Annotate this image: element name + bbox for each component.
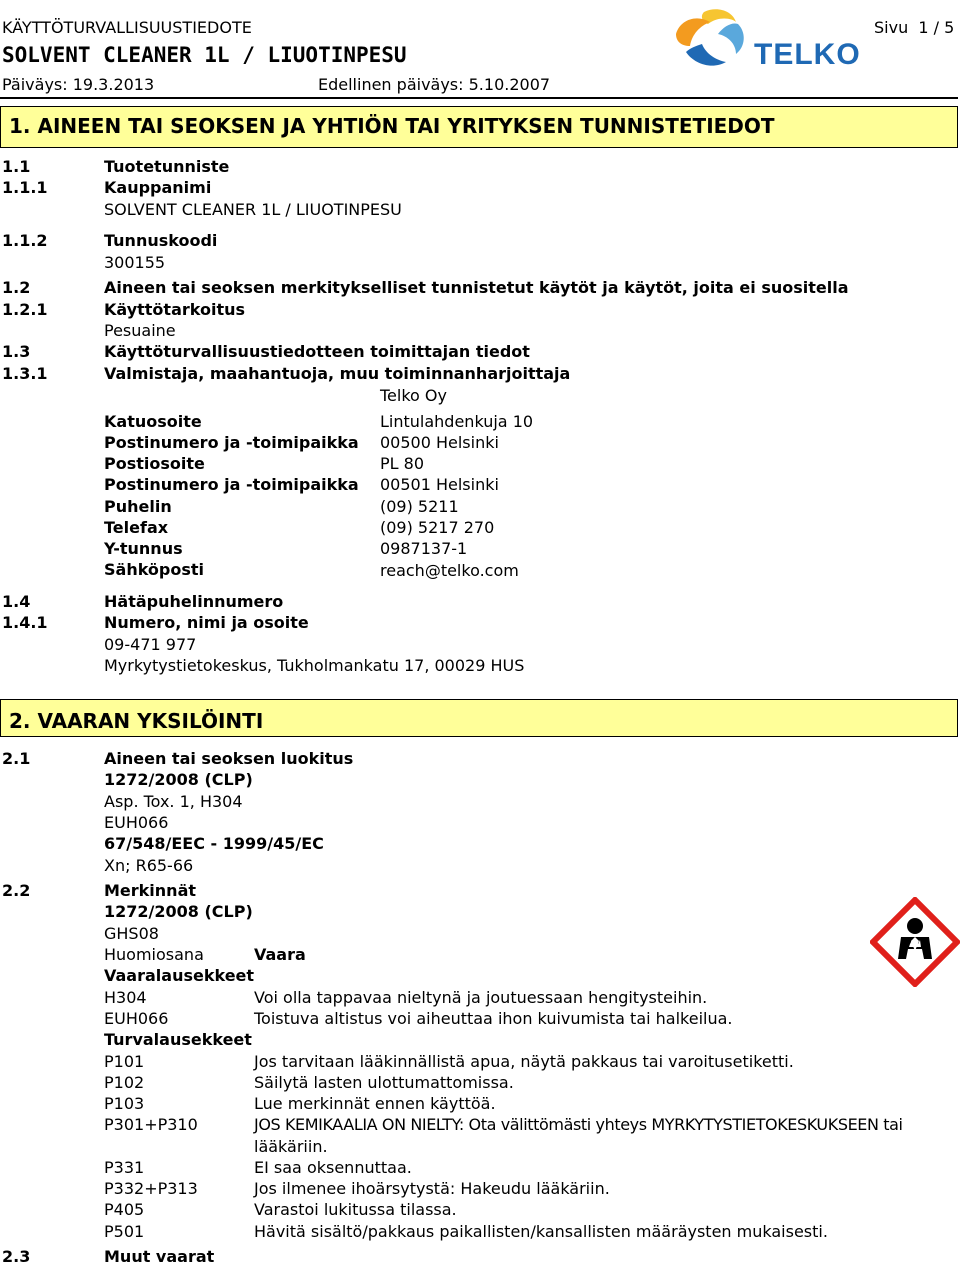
page-number: Sivu 1 / 5 (874, 18, 955, 37)
precaution-text: Hävitä sisältö/pakkaus paikallisten/kansallisten määräysten mukaisesti. (254, 1222, 828, 1241)
s2-2-label: Merkinnät (104, 881, 197, 900)
supplier-email: reach@telko.com (380, 561, 519, 580)
hazard-statements-heading: Vaaralausekkeet (104, 966, 255, 985)
product-title: SOLVENT CLEANER 1L / LIUOTINPESU (2, 43, 407, 67)
precaution-text: EI saa oksennuttaa. (254, 1158, 412, 1177)
euh-classification: EUH066 (104, 813, 169, 832)
clp-classification-heading: 1272/2008 (CLP) (104, 770, 253, 789)
supplier-label: Y-tunnus (104, 539, 183, 558)
s1-4-num: 1.4 (2, 592, 31, 611)
s1-2-num: 1.2 (2, 278, 31, 297)
previous-revision-date: Edellinen päiväys: 5.10.2007 (318, 75, 551, 94)
s1-3-1-label: Valmistaja, maahantuoja, muu toiminnanharjoittaja (104, 364, 571, 383)
clp-classification-value: Asp. Tox. 1, H304 (104, 792, 243, 811)
s1-1-2-label: Tunnuskoodi (104, 231, 218, 250)
s1-3-label: Käyttöturvallisuustiedotteen toimittajan tiedot (104, 342, 530, 361)
company-name: Telko Oy (380, 386, 447, 405)
emergency-address: Myrkytystietokeskus, Tukholmankatu 17, 00029 HUS (104, 656, 525, 675)
supplier-value: Lintulahdenkuja 10 (380, 412, 534, 431)
supplier-value: (09) 5217 270 (380, 518, 495, 537)
precautionary-statements-heading: Turvalausekkeet (104, 1030, 252, 1049)
precaution-code: P101 (104, 1052, 145, 1071)
precaution-code: P501 (104, 1222, 145, 1241)
revision-date: Päiväys: 19.3.2013 (2, 75, 155, 94)
s1-1-1-num: 1.1.1 (2, 178, 48, 197)
supplier-label: Postiosoite (104, 454, 205, 473)
section-1-title: 1. AINEEN TAI SEOKSEN JA YHTIÖN TAI YRITYKSEN TUNNISTETIEDOT (9, 114, 775, 138)
precaution-code: P332+P313 (104, 1179, 198, 1198)
s1-4-label: Hätäpuhelinnumero (104, 592, 284, 611)
trade-name-value: SOLVENT CLEANER 1L / LIUOTINPESU (104, 200, 402, 219)
precaution-text: Säilytä lasten ulottumattomissa. (254, 1073, 514, 1092)
supplier-label: Sähköposti (104, 560, 205, 579)
precaution-code: P103 (104, 1094, 145, 1113)
hazard-code: EUH066 (104, 1009, 169, 1028)
precaution-code: P405 (104, 1200, 145, 1219)
s1-3-1-num: 1.3.1 (2, 364, 48, 383)
precaution-code: P331 (104, 1158, 145, 1177)
s1-4-1-num: 1.4.1 (2, 613, 48, 632)
s2-2-num: 2.2 (2, 881, 31, 900)
precaution-code: P301+P310 (104, 1115, 198, 1134)
header-rule (0, 97, 958, 99)
ghs08-health-hazard-icon (870, 897, 960, 987)
s2-1-num: 2.1 (2, 749, 31, 768)
supplier-value: (09) 5211 (380, 497, 459, 516)
precaution-text-continued: lääkäriin. (254, 1137, 328, 1156)
supplier-value: 00501 Helsinki (380, 475, 499, 494)
telko-logo (666, 4, 861, 78)
precaution-text: Varastoi lukitussa tilassa. (254, 1200, 457, 1219)
signal-word-value: Vaara (254, 945, 306, 964)
s2-3-num: 2.3 (2, 1247, 31, 1266)
supplier-value: PL 80 (380, 454, 425, 473)
supplier-label: Katuosoite (104, 412, 202, 431)
section-2-header (0, 699, 958, 737)
emergency-phone: 09-471 977 (104, 635, 197, 654)
supplier-label: Telefax (104, 518, 169, 537)
section-1-header (0, 106, 958, 148)
eec-classification-value: Xn; R65-66 (104, 856, 194, 875)
precaution-text: JOS KEMIKAALIA ON NIELTY: Ota välittömästi yhteys MYRKYTYSTIETOKESKUKSEEN tai (254, 1115, 903, 1134)
s1-4-1-label: Numero, nimi ja osoite (104, 613, 309, 632)
s2-1-label: Aineen tai seoksen luokitus (104, 749, 354, 768)
labelling-clp-heading: 1272/2008 (CLP) (104, 902, 253, 921)
s2-3-label: Muut vaarat (104, 1247, 215, 1266)
precaution-text: Jos ilmenee ihoärsytystä: Hakeudu lääkäriin. (254, 1179, 610, 1198)
supplier-value: 00500 Helsinki (380, 433, 499, 452)
s1-2-label: Aineen tai seoksen merkitykselliset tunnistetut käytöt ja käytöt, joita ei suositella (104, 278, 849, 297)
pictogram-code: GHS08 (104, 924, 159, 943)
signal-word-label: Huomiosana (104, 945, 204, 964)
supplier-label: Postinumero ja -toimipaikka (104, 475, 359, 494)
supplier-value: 0987137-1 (380, 539, 468, 558)
precaution-text: Jos tarvitaan lääkinnällistä apua, näytä pakkaus tai varoitusetiketti. (254, 1052, 794, 1071)
s1-2-1-label: Käyttötarkoitus (104, 300, 246, 319)
logo-text: TELKO (754, 38, 861, 71)
hazard-text: Toistuva altistus voi aiheuttaa ihon kuivumista tai halkeilua. (254, 1009, 733, 1028)
s1-1-num: 1.1 (2, 157, 31, 176)
product-code-value: 300155 (104, 253, 166, 272)
s1-1-2-num: 1.1.2 (2, 231, 48, 250)
s1-1-1-label: Kauppanimi (104, 178, 212, 197)
s1-2-1-num: 1.2.1 (2, 300, 48, 319)
s1-1-label: Tuotetunniste (104, 157, 230, 176)
intended-use-value: Pesuaine (104, 321, 176, 340)
document-type: KÄYTTÖTURVALLISUUSTIEDOTE (2, 18, 252, 37)
hazard-code: H304 (104, 988, 147, 1007)
eec-classification-heading: 67/548/EEC - 1999/45/EC (104, 834, 324, 853)
supplier-label: Puhelin (104, 497, 172, 516)
section-2-title: 2. VAARAN YKSILÖINTI (9, 709, 264, 733)
hazard-text: Voi olla tappavaa nieltynä ja joutuessaan hengitysteihin. (254, 988, 708, 1007)
s1-3-num: 1.3 (2, 342, 31, 361)
precaution-text: Lue merkinnät ennen käyttöä. (254, 1094, 496, 1113)
precaution-code: P102 (104, 1073, 145, 1092)
supplier-label: Postinumero ja -toimipaikka (104, 433, 359, 452)
